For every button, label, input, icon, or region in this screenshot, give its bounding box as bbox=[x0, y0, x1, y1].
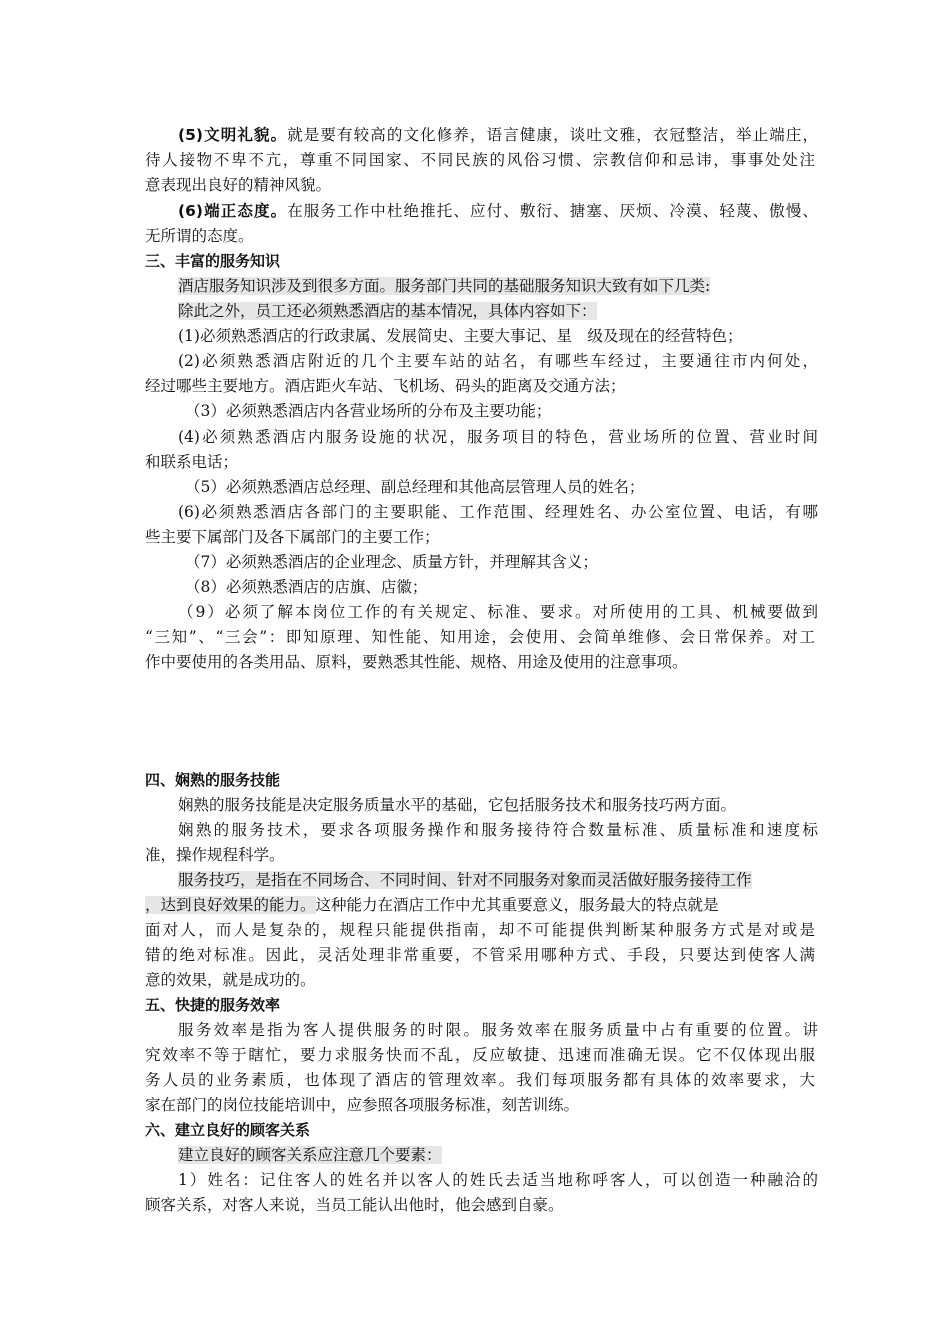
section-3-intro-1 bbox=[178, 274, 818, 298]
section-6-item-1-line-2: 顾客关系，对客人来说，当员工能认出他时，他会感到自豪。 bbox=[145, 1196, 564, 1214]
section-4-para-2-line-2: 准，操作规程科学。 bbox=[145, 846, 285, 864]
list-item-1: (1)必须熟悉酒店的行政隶属、发展简史、主要大事记、星 级及现在的经营特色； bbox=[178, 327, 743, 345]
list-item-9-line-3: 作中要使用的各类用品、原料，要熟悉其性能、规格、用途及使用的注意事项。 bbox=[145, 653, 688, 671]
highlighted-text: ，达到良好效果的能力。 bbox=[145, 896, 316, 914]
section-5-heading: 五、快捷的服务效率 bbox=[145, 996, 281, 1014]
highlighted-text: 建立良好的顾客关系应注意几个要素： bbox=[178, 1146, 442, 1164]
section-6-intro bbox=[178, 1143, 818, 1167]
section-4-para-3-line-3: 面对人，而人是复杂的，规程只能提供指南，却不可能提供判断某种服务方式是对或是 bbox=[145, 921, 815, 939]
section-4-para-3-line-1 bbox=[178, 868, 818, 892]
body-text: 这种能力在酒店工作中尤其重要意义，服务最大的特点就是 bbox=[315, 896, 719, 914]
paragraph-5-text: 就是要有较高的文化修养，语言健康，谈吐文雅，衣冠整洁，举止端庄， bbox=[287, 126, 818, 144]
highlighted-text: 酒店服务知识涉及到很多方面。服务部门共同的基础服务知识大致有如下几类: bbox=[178, 277, 711, 295]
section-4-para-2-line-1: 娴熟的服务技术，要求各项服务操作和服务接待符合数量标准、质量标准和速度标 bbox=[178, 821, 818, 839]
list-item-6-line-2: 些主要下属部门及各下属部门的主要工作； bbox=[145, 528, 440, 546]
list-item-4-line-1: (4)必须熟悉酒店内服务设施的状况，服务项目的特色，营业场所的位置、营业时间 bbox=[178, 428, 818, 446]
section-5-line-4: 家在部门的岗位技能培训中，应参照各项服务标准，刻苦训练。 bbox=[145, 1096, 580, 1114]
list-item-9-line-2: “三知”、“三会”：即知原理、知性能、知用途，会使用、会简单维修、会日常保养。对工 bbox=[145, 628, 815, 646]
paragraph-5-title: (5)文明礼貌。 bbox=[178, 126, 288, 144]
paragraph-6-text: 在服务工作中杜绝推托、应付、敷衍、搪塞、厌烦、冷漠、轻蔑、傲慢、 bbox=[287, 202, 818, 220]
paragraph-6-line-1 bbox=[178, 199, 818, 223]
list-item-2-line-1: (2)必须熟悉酒店附近的几个主要车站的站名，有哪些车经过，主要通往市内何处， bbox=[178, 352, 818, 370]
paragraph-5-line-3: 意表现出良好的精神风貌。 bbox=[145, 176, 332, 194]
list-item-9-line-1: （9）必须了解本岗位工作的有关规定、标准、要求。对所使用的工具、机械要做到 bbox=[178, 603, 818, 621]
section-4-para-1: 娴熟的服务技能是决定服务质量水平的基础，它包括服务技术和服务技巧两方面。 bbox=[178, 796, 737, 814]
highlighted-text: 除此之外，员工还必须熟悉酒店的基本情况，具体内容如下： bbox=[178, 302, 597, 320]
highlighted-text: 服务技巧，是指在不同场合、不同时间、针对不同服务对象而灵活做好服务接待工作 bbox=[178, 871, 752, 889]
section-6-heading: 六、建立良好的顾客关系 bbox=[145, 1121, 311, 1139]
section-4-para-3-line-4: 错的绝对标准。因此，灵活处理非常重要，不管采用哪种方式、手段，只要达到使客人满 bbox=[145, 946, 815, 964]
paragraph-5-line-2: 待人接物不卑不亢，尊重不同国家、不同民族的风俗习惯、宗教信仰和忌讳，事事处处注 bbox=[145, 151, 815, 169]
list-item-7: （7）必须熟悉酒店的企业理念、质量方针，并理解其含义； bbox=[185, 553, 598, 571]
section-4-para-3-line-5: 意的效果，就是成功的。 bbox=[145, 971, 316, 989]
list-item-3: （3）必须熟悉酒店内各营业场所的分布及主要功能； bbox=[185, 402, 552, 420]
list-item-5: （5）必须熟悉酒店总经理、副总经理和其他高层管理人员的姓名； bbox=[185, 478, 645, 496]
list-item-2-line-2: 经过哪些主要地方。酒店距火车站、飞机场、码头的距离及交通方法； bbox=[145, 377, 626, 395]
section-3-heading: 三、丰富的服务知识 bbox=[145, 252, 281, 270]
list-item-4-line-2: 和联系电话； bbox=[145, 453, 239, 471]
section-5-line-2: 究效率不等于瞎忙，要力求服务快而不乱，反应敏捷、迅速而准确无误。它不仅体现出服 bbox=[145, 1046, 815, 1064]
paragraph-6-line-2: 无所谓的态度。 bbox=[145, 227, 254, 245]
list-item-6-line-1: (6)必须熟悉酒店各部门的主要职能、工作范围、经理姓名、办公室位置、电话，有哪 bbox=[178, 503, 818, 521]
section-5-line-3: 务人员的业务素质，也体现了酒店的管理效率。我们每项服务都有具体的效率要求，大 bbox=[145, 1071, 815, 1089]
section-5-line-1: 服务效率是指为客人提供服务的时限。服务效率在服务质量中占有重要的位置。讲 bbox=[178, 1021, 818, 1039]
section-6-item-1-line-1: 1）姓名：记住客人的姓名并以客人的姓氏去适当地称呼客人，可以创造一种融洽的 bbox=[178, 1171, 818, 1189]
section-4-heading: 四、娴熟的服务技能 bbox=[145, 771, 281, 789]
list-item-8: （8）必须熟悉酒店的店旗、店徽； bbox=[185, 578, 428, 596]
section-4-para-3-line-2 bbox=[145, 893, 815, 917]
section-3-intro-2 bbox=[178, 299, 818, 323]
paragraph-5-line-1 bbox=[178, 123, 818, 147]
paragraph-6-title: (6)端正态度。 bbox=[178, 202, 288, 220]
